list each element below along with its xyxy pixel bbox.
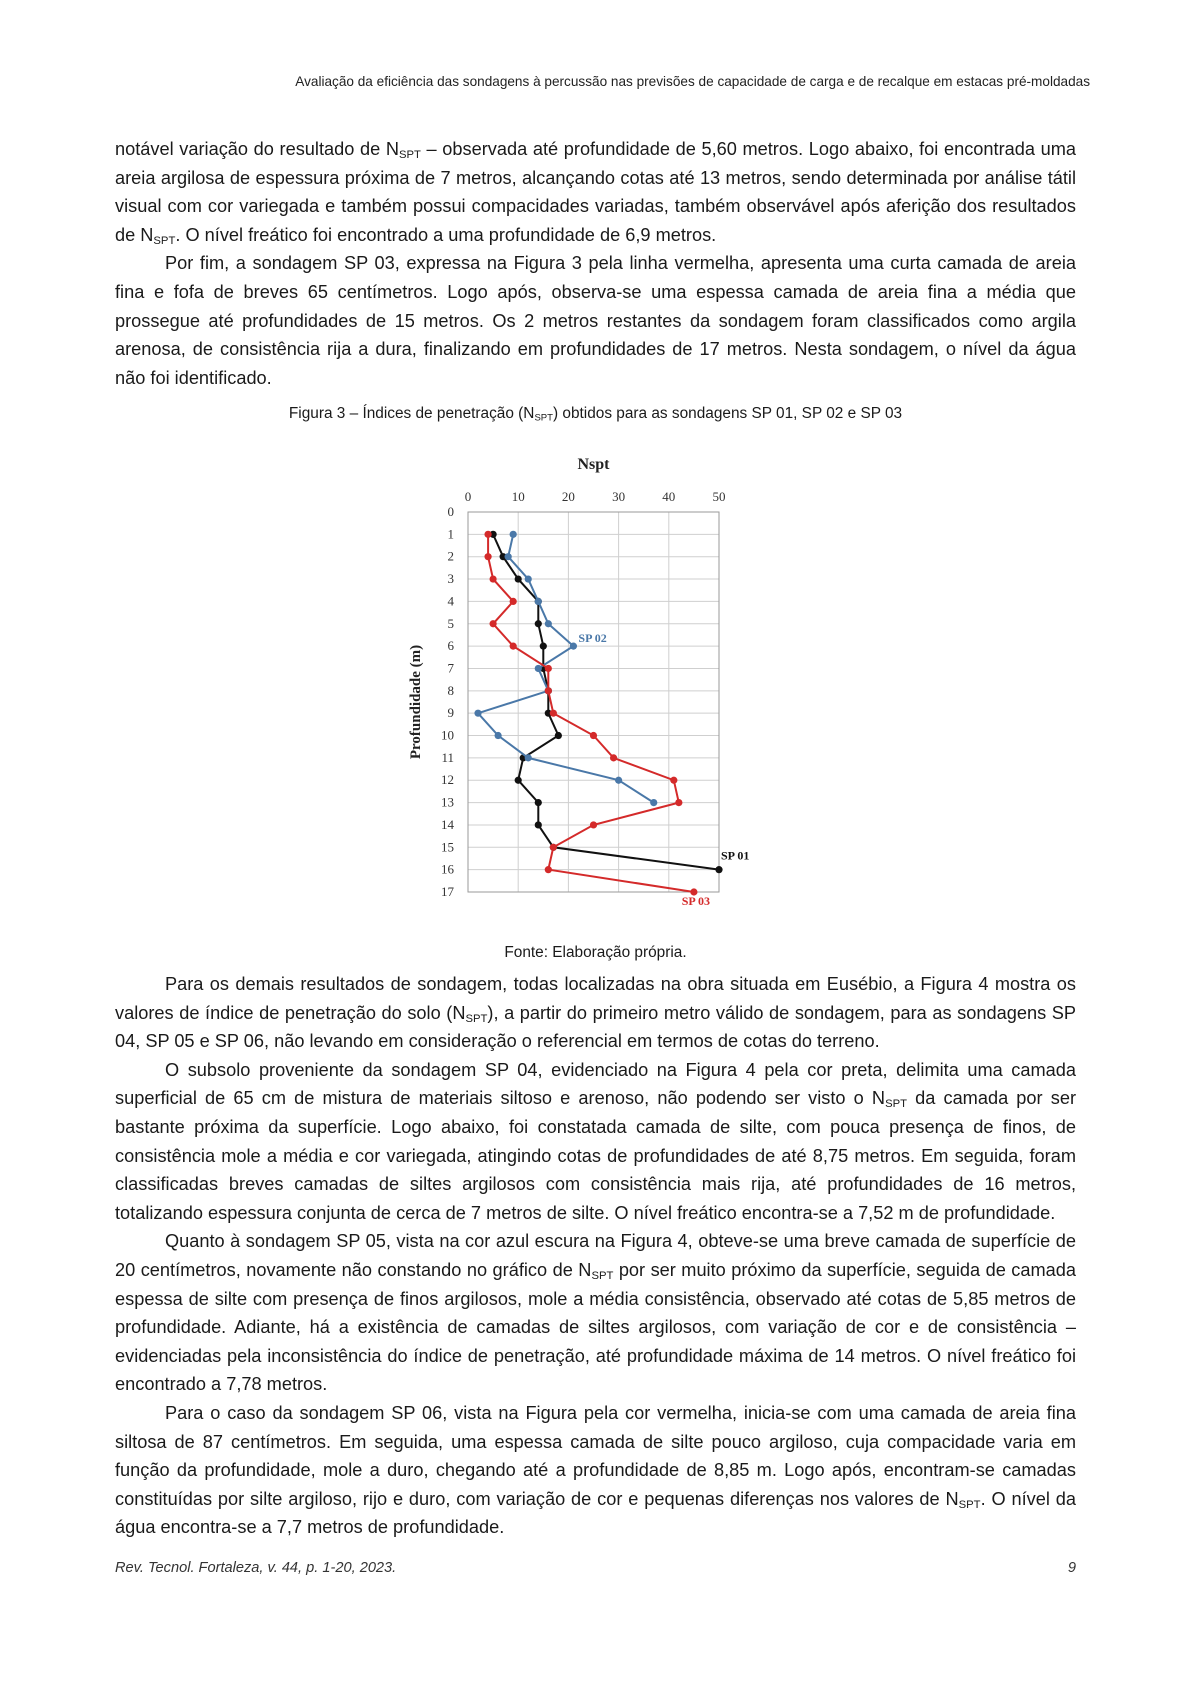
y-axis-label: Profundidade (m) [408, 644, 424, 760]
chart-title: Nspt [577, 456, 610, 473]
chart-svg [400, 448, 780, 928]
data-point [555, 732, 562, 739]
journal-citation: Rev. Tecnol. Fortaleza, v. 44, p. 1-20, 2023. [115, 1560, 397, 1576]
data-point [515, 777, 522, 784]
y-tick-label: 12 [441, 772, 454, 788]
y-tick-label: 6 [447, 638, 454, 654]
plot-frame [468, 512, 719, 892]
y-tick-label: 3 [447, 571, 454, 587]
data-point [490, 575, 497, 582]
data-point [535, 665, 542, 672]
series-label-sp-03: SP 03 [681, 894, 711, 908]
x-tick-label: 30 [612, 489, 626, 504]
x-tick-label: 0 [464, 489, 472, 504]
y-tick-label: 5 [447, 615, 454, 631]
data-point [545, 866, 552, 873]
paragraph: Para os demais resultados de sondagem, todas localizadas na obra situada em Eusébio, a Figura 4 mostra os valores de índice de penetração do solo $(N_{SPT})$, a partir do primeiro metro válido de sondagem, para as sondagens SP 04, SP 05 e SP 06, não levando em consideração o referencial em termos de cotas do terreno. [115, 974, 1076, 1052]
paragraph: notável variação do resultado de $N_{SPT}$ – observada até profundidade de 5,60 metros. Logo abaixo, foi encontrada uma areia argilosa de espessura próxima de 7 metros, alcançando cotas até 13 metros, sendo determinada por análise tátil visual com cor variegada e também possui compacidades variadas, também observável após aferição dos resultados de $N_{SPT}$. O nível freático foi encontrado a uma profundidade de 6,9 metros. [115, 139, 1076, 247]
x-tick-label: 50 [712, 489, 726, 504]
data-point [535, 620, 542, 627]
data-point [715, 866, 722, 873]
data-point [590, 821, 597, 828]
data-point [550, 844, 557, 851]
y-tick-label: 16 [441, 861, 454, 877]
data-point [510, 531, 517, 538]
data-point [510, 598, 517, 605]
paragraph: Por fim, a sondagem SP 03, expressa na Figura 3 pela linha vermelha, apresenta uma curta camada de areia fina e fofa de breves 65 centímetros. Logo após, observa-se uma espessa camada de areia fina a média que prossegue até profundidades de 15 metros. Os 2 metros restantes da sondagem foram classificados como argila arenosa, de consistência rija a dura, finalizando em profundidades de 17 metros. Nesta sondagem, o nível da água não foi identificado. [115, 253, 1076, 388]
data-point [545, 665, 552, 672]
data-point [650, 799, 657, 806]
data-point [615, 777, 622, 784]
x-tick-label: 10 [511, 489, 525, 504]
y-tick-label: 8 [447, 682, 454, 698]
data-point [490, 620, 497, 627]
data-point [550, 710, 557, 717]
x-tick-label: 40 [662, 489, 676, 504]
data-point [515, 575, 522, 582]
figure-caption: Figura 3 – Índices de penetração $(N_{SPT})$ obtidos para as sondagens SP 01, SP 02 e SP 03 [288, 405, 903, 424]
y-tick-label: 10 [441, 727, 454, 743]
data-point [484, 531, 491, 538]
data-point [675, 799, 682, 806]
data-point [535, 821, 542, 828]
y-tick-label: 11 [441, 749, 454, 765]
data-point [590, 732, 597, 739]
x-tick-label: 20 [561, 489, 575, 504]
data-point [510, 643, 517, 650]
paragraph: Quanto à sondagem SP 05, vista na cor azul escura na Figura 4, obteve-se uma breve camada de superfície de 20 centímetros, novamente não constando no gráfico de $N_{SPT}$ por ser muito próximo da superfície, seguida de camada espessa de silte com presença de finos argilosos, mole a média consistência, observado até cotas de 5,85 metros de profundidade. Adiante, há a existência de camadas de siltes argilosos, com variação de cor e de consistência – evidenciadas pela inconsistência do índice de penetração, até profundidade máxima de 14 metros. O nível freático foi encontrado a 7,78 metros. [115, 1231, 1077, 1395]
data-point [474, 710, 481, 717]
data-point [535, 799, 542, 806]
body-text-bottom [115, 970, 1076, 1542]
series-label-sp-01: SP 01 [721, 848, 750, 863]
data-point [535, 598, 542, 605]
data-point [540, 643, 547, 650]
y-tick-label: 7 [447, 660, 454, 676]
data-point [505, 553, 512, 560]
series-line-sp-01 [493, 534, 719, 869]
y-tick-label: 1 [447, 526, 454, 542]
data-point [670, 777, 677, 784]
data-point [495, 732, 502, 739]
nspt-chart [400, 448, 780, 928]
running-header: Avaliação da eficiência das sondagens à percussão nas previsões de capacidade de carga e de recalque em estacas pré-moldadas [295, 74, 1090, 89]
data-point [525, 754, 532, 761]
y-tick-label: 15 [441, 839, 454, 855]
data-point [545, 687, 552, 694]
data-point [610, 754, 617, 761]
y-tick-label: 9 [447, 705, 454, 721]
paragraph: Para o caso da sondagem SP 06, vista na Figura pela cor vermelha, inicia-se com uma camada de areia fina siltosa de 87 centímetros. Em seguida, uma espessa camada de silte pouco argiloso, cuja compacidade varia em função da profundidade, mole a duro, chegando até a profundidade de 8,85 m. Logo após, encontram-se camadas constituídas por silte argiloso, rijo e duro, com variação de cor e pequenas diferenças nos valores de $N_{SPT}$. O nível da água encontra-se a 7,7 metros de profundidade. [115, 1402, 1076, 1538]
y-tick-label: 4 [447, 593, 454, 609]
y-tick-label: 14 [441, 816, 454, 832]
data-point [545, 620, 552, 627]
body-text-top [115, 135, 1076, 392]
data-point [484, 553, 491, 560]
y-tick-label: 2 [447, 548, 454, 564]
paragraph: O subsolo proveniente da sondagem SP 04, evidenciado na Figura 4 pela cor preta, delimita uma camada superficial de 65 cm de mistura de materiais siltoso e arenoso, não podendo ser visto o $N_{SPT}$ da camada por ser bastante próxima da superfície. Logo abaixo, foi constatada camada de silte, com pouca presença de finos, de consistência mole a média e cor variegada, atingindo cotas de profundidades de até 8,75 metros. Em seguida, foram classificadas breves camadas de siltes argilosos com consistência mais rija, até profundidades de 16 metros, totalizando espessura conjunta de cerca de 7 metros de silte. O nível freático encontra-se a 7,52 m de profundidade. [115, 1059, 1076, 1223]
series-label-sp-02: SP 02 [578, 631, 607, 646]
y-tick-label: 0 [447, 504, 454, 519]
data-point [525, 575, 532, 582]
y-tick-label: 13 [441, 794, 454, 810]
figure-source: Fonte: Elaboração própria. [504, 944, 687, 961]
y-tick-label: 17 [441, 884, 454, 899]
page-number: 9 [1067, 1560, 1076, 1576]
data-point [570, 643, 577, 650]
